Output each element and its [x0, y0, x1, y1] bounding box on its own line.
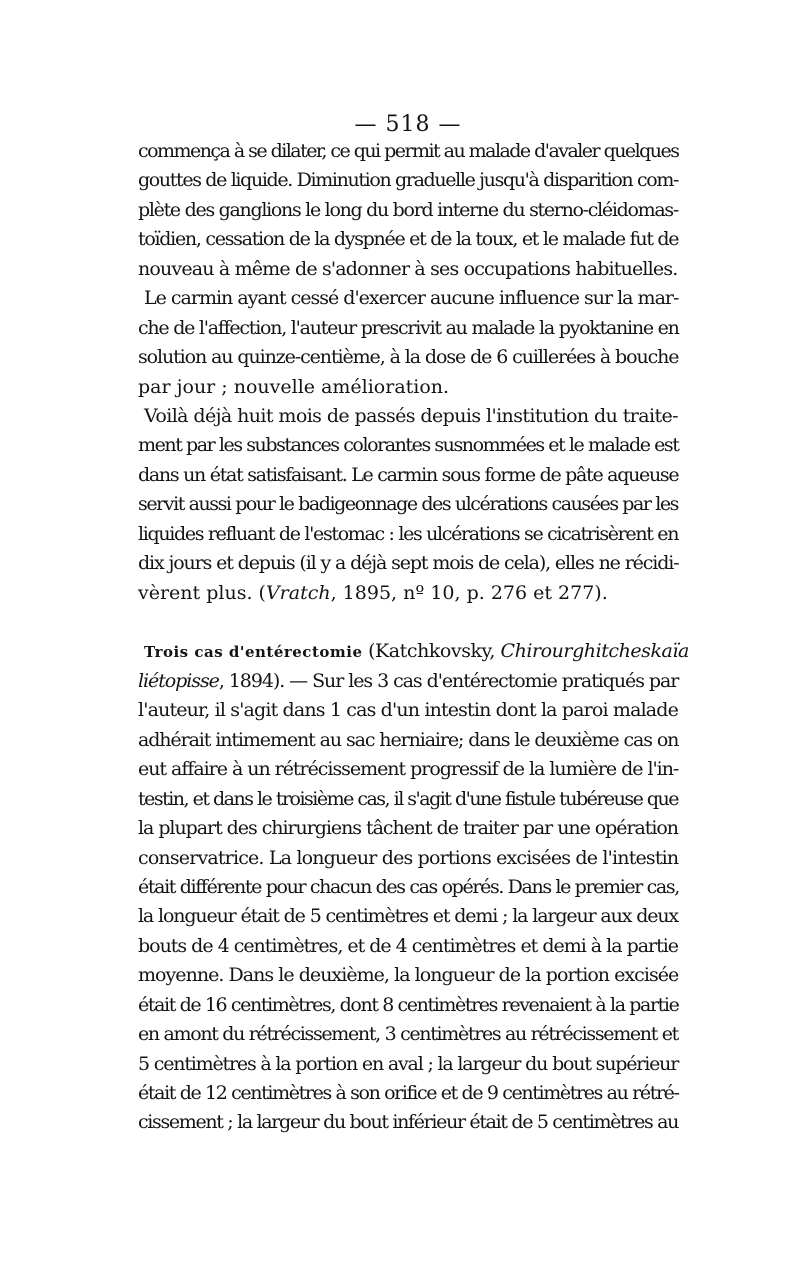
body-text [138, 137, 689, 1138]
text-line-heading [138, 637, 689, 666]
text-line: dix jours et depuis (il y a déjà sept mois de cela), elles ne récidi- [138, 552, 679, 575]
text-line: était de 16 centimètres, dont 8 centimètres revenaient à la partie [138, 993, 679, 1016]
text-line: était de 12 centimètres à son orifice et de 9 centimètres au rétré- [138, 1082, 679, 1104]
text-line: Le carmin ayant cessé d'exercer aucune influence sur la mar- [144, 287, 679, 310]
text-line: moyenne. Dans le deuxième, la longueur de la portion excisée [138, 964, 679, 987]
text-line-citation [138, 579, 678, 608]
text-line: plète des ganglions le long du bord interne du sterno-cléidomas- [138, 198, 678, 221]
journal-title: Vratch [265, 581, 331, 604]
text-line [138, 667, 678, 696]
paragraph-gap [138, 608, 678, 637]
page-number: — 518 — [354, 112, 462, 137]
citation-prefix: vèrent plus. ( [138, 581, 266, 604]
text-line: la longueur était de 5 centimètres et demi ; la largeur aux deux [138, 905, 678, 928]
text-line: par jour ; nouvelle amélioration. [138, 375, 450, 398]
text-line: eut affaire à un rétrécissement progressif de la lumière de l'in- [138, 758, 679, 781]
paragraph-4 [138, 637, 689, 1137]
section-heading: Trois cas d'entérectomie [144, 643, 363, 662]
paragraph-1 [138, 137, 678, 284]
text-line: solution au quinze-centième, à la dose de 6 cuillerées à bouche [138, 346, 679, 369]
text-line: testin, et dans le troisième cas, il s'agit d'une fistule tubéreuse que [138, 787, 679, 810]
text-line: 5 centimètres à la portion en aval ; la largeur du bout supérieur [138, 1052, 679, 1075]
text-line: gouttes de liquide. Diminution graduelle jusqu'à disparition com- [138, 169, 679, 192]
text-line: Voilà déjà huit mois de passés depuis l'institution du traite- [144, 404, 678, 427]
text-line: adhérait intimement au sac herniaire; dans le deuxième cas on [138, 728, 679, 751]
journal-title-continued: liétopisse [138, 669, 219, 692]
text-line: commença à se dilater, ce qui permit au malade d'avaler quelques [138, 140, 679, 162]
text-line: ment par les substances colorantes susnommées et le malade est [138, 434, 679, 457]
text-line: liquides refluant de l'estomac : les ulcérations se cicatrisèrent en [138, 522, 679, 545]
text-line: toïdien, cessation de la dyspnée et de la toux, et le malade fut de [138, 228, 679, 251]
text-line: bouts de 4 centimètres, et de 4 centimètres et demi à la partie [138, 934, 678, 957]
text-line: dans un état satisfaisant. Le carmin sous forme de pâte aqueuse [138, 463, 679, 486]
text-segment: , 1894). — Sur les 3 cas d'entérectomie pratiqués par [218, 669, 679, 692]
text-line: servit aussi pour le badigeonnage des ulcérations causées par les [138, 493, 678, 516]
text-line: était différente pour chacun des cas opérés. Dans le premier cas, [138, 875, 679, 898]
author-citation: (Katchkovsky, [362, 640, 501, 663]
paragraph-3 [138, 402, 678, 608]
text-line: conservatrice. La longueur des portions excisées de l'intestin [138, 846, 679, 869]
text-line: cissement ; la largeur du bout inférieur était de 5 centimètres au [138, 1111, 679, 1134]
journal-title: Chirourghitcheskaïa [500, 640, 689, 663]
text-line: la plupart des chirurgiens tâchent de traiter par une opération [138, 817, 678, 840]
paragraph-2 [138, 284, 678, 402]
citation-details: , 1895, nº 10, p. 276 et 277). [330, 581, 608, 604]
text-line: nouveau à même de s'adonner à ses occupations habituelles. [138, 257, 678, 280]
text-line: che de l'affection, l'auteur prescrivit au malade la pyoktanine en [138, 316, 679, 339]
text-line: en amont du rétrécissement, 3 centimètres au rétrécissement et [138, 1023, 678, 1046]
text-line: l'auteur, il s'agit dans 1 cas d'un intestin dont la paroi malade [138, 699, 678, 722]
